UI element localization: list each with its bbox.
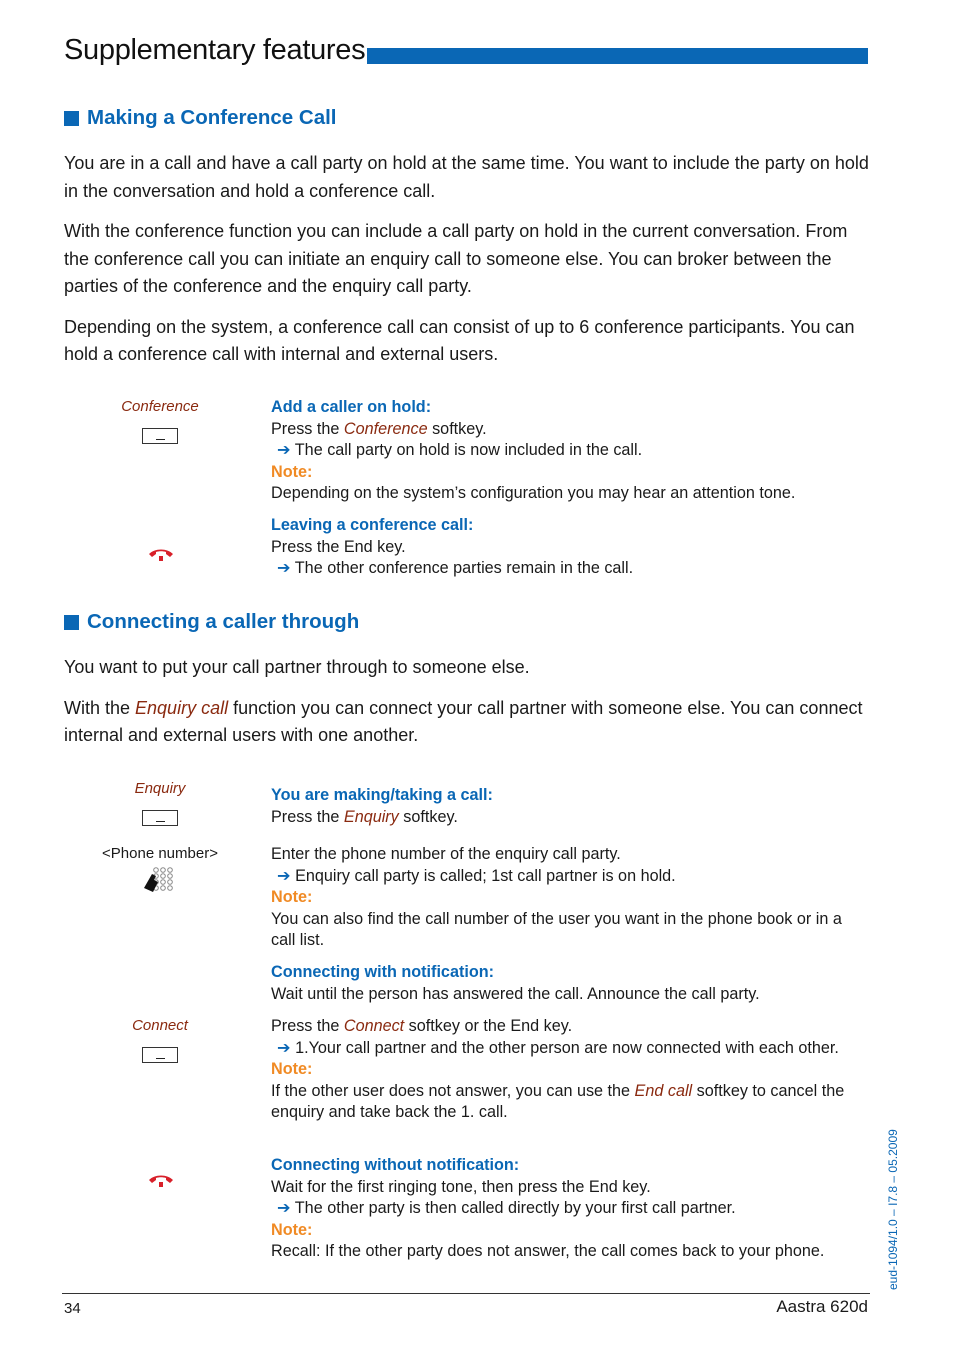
section-title-connecting xyxy=(64,610,359,634)
instruction-leave-conference xyxy=(271,515,861,580)
chapter-title-bar xyxy=(367,48,868,64)
instruction-without-notification xyxy=(271,1155,861,1263)
step-title: Connecting without notification: xyxy=(271,1156,520,1174)
step-result: ➔ The call party on hold is now included in the call. xyxy=(277,441,643,459)
note-text: If the other user does not answer, you can use the End call softkey to cancel the enquiry and take back the 1. call. xyxy=(271,1081,845,1121)
chapter-title: Supplementary features xyxy=(64,34,366,66)
note-text: You can also find the call number of the user you want in the phone book or in a call list. xyxy=(271,909,842,949)
enquiry-softkey-label: Enquiry xyxy=(134,780,186,797)
step-result: ➔ 1.Your call partner and the other person are now connected with each other. xyxy=(277,1038,839,1057)
section-marker-icon xyxy=(64,111,79,126)
step-text: Wait until the person has answered the call. Announce the call party. xyxy=(271,984,760,1003)
enquiry-softkey[interactable] xyxy=(142,810,178,826)
end-key-icon[interactable] xyxy=(147,547,175,563)
step-result: ➔ The other party is then called directly by your first call partner. xyxy=(277,1199,736,1217)
paragraph: You are in a call and have a call party on hold at the same time. You want to include the party on hold in the conversation and hold a conference call. xyxy=(64,153,869,201)
phone-number-label: <Phone number> xyxy=(102,845,218,862)
step-result: ➔ The other conference parties remain in the call. xyxy=(277,559,634,577)
step-title: Leaving a conference call: xyxy=(271,516,474,534)
step-text: Press the End key. xyxy=(271,537,406,556)
end-key-icon[interactable] xyxy=(147,1173,175,1189)
section-marker-icon xyxy=(64,615,79,630)
arrow-right-icon: ➔ xyxy=(277,1199,291,1217)
step-text: Enter the phone number of the enquiry call party. xyxy=(271,845,621,863)
arrow-right-icon: ➔ xyxy=(277,441,291,459)
conference-softkey-label: Conference xyxy=(121,398,199,415)
arrow-right-icon: ➔ xyxy=(277,559,291,577)
paragraph: Depending on the system, a conference call can consist of up to 6 conference participants. You can hold a conference call with internal and external users. xyxy=(64,316,855,364)
note-label: Note: xyxy=(271,1220,313,1239)
arrow-right-icon: ➔ xyxy=(277,866,291,885)
step-result: ➔ Enquiry call party is called; 1st call partner is on hold. xyxy=(277,866,676,885)
keypad-icon[interactable] xyxy=(142,866,176,894)
instruction-making-call xyxy=(271,785,861,828)
step-text: Press the Conference softkey. xyxy=(271,419,487,438)
product-name: Aastra 620d xyxy=(776,1297,868,1316)
section-title-text: Connecting a caller through xyxy=(87,610,360,633)
arrow-right-icon: ➔ xyxy=(277,1038,291,1057)
note-text: Depending on the system’s configuration you may hear an attention tone. xyxy=(271,484,796,502)
document-id: eud-1094/1.0 – I7.8 – 05.2009 xyxy=(886,1129,900,1290)
instruction-enter-number xyxy=(271,844,861,952)
paragraph: With the conference function you can include a call party on hold in the current conversation. From the conference call you can initiate an enquiry call to someone else. You can broker between the parties of the conference and the enquiry call party. xyxy=(64,221,848,296)
footer-divider xyxy=(62,1293,870,1294)
instruction-with-notification xyxy=(271,962,861,1005)
page-number: 34 xyxy=(64,1300,81,1317)
paragraph: With the Enquiry call function you can connect your call partner with someone else. You can connect internal and external users with one another. xyxy=(64,697,863,745)
section2-body xyxy=(64,654,876,750)
note-text: Recall: If the other party does not answer, the call comes back to your phone. xyxy=(271,1242,825,1260)
note-label: Note: xyxy=(271,888,313,906)
step-text: Press the Connect softkey or the End key. xyxy=(271,1017,573,1035)
section-title-conference xyxy=(64,106,336,130)
step-text: Wait for the first ringing tone, then press the End key. xyxy=(271,1177,651,1196)
section1-body xyxy=(64,150,876,369)
connect-softkey-label: Connect xyxy=(132,1017,188,1034)
step-title: Add a caller on hold: xyxy=(271,398,432,416)
step-text: Press the Enquiry softkey. xyxy=(271,807,458,826)
step-title: You are making/taking a call: xyxy=(271,786,493,804)
step-title: Connecting with notification: xyxy=(271,963,494,981)
paragraph: You want to put your call partner through to someone else. xyxy=(64,657,530,677)
section-title-text: Making a Conference Call xyxy=(87,106,337,129)
connect-softkey[interactable] xyxy=(142,1047,178,1063)
instruction-add-caller xyxy=(271,397,861,505)
conference-softkey[interactable] xyxy=(142,428,178,444)
instruction-connect xyxy=(271,1016,861,1124)
note-label: Note: xyxy=(271,1060,313,1078)
note-label: Note: xyxy=(271,462,313,481)
